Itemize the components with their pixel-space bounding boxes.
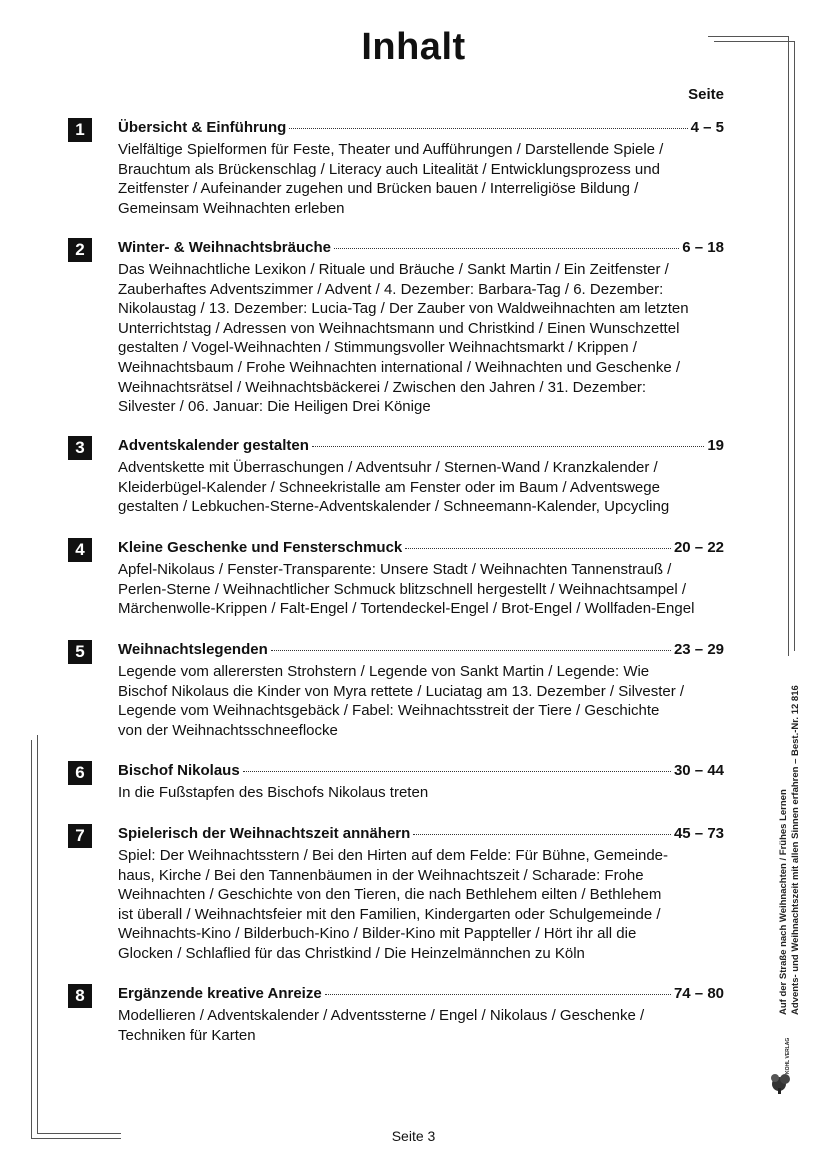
- toc-entry-heading[interactable]: [118, 239, 724, 259]
- description-line: Weihnachts-Kino / Bilderbuch-Kino / Bilder-Kino mit Pappteller / Hört ihr all die: [118, 925, 637, 943]
- section-number-badge: 8: [68, 984, 92, 1008]
- description-line: Glocken / Schlaflied für das Christkind / Die Heinzelmännchen zu Köln: [118, 944, 585, 962]
- dot-leader: [312, 445, 704, 447]
- page-footer: Seite 3: [391, 1128, 436, 1144]
- section-description: [118, 662, 738, 740]
- description-line: Gemeinsam Weihnachten erleben: [118, 199, 345, 217]
- toc-entry-heading[interactable]: [118, 985, 724, 1005]
- description-line: gestalten / Vogel-Weihnachten / Stimmungsvoller Weihnachtsmarkt / Krippen /: [118, 339, 637, 357]
- page-range: 6 – 18: [682, 239, 724, 256]
- section-title: Weihnachtslegenden: [118, 641, 268, 658]
- description-line: von der Weihnachtsschneeflocke: [118, 721, 338, 739]
- description-line: Das Weihnachtliche Lexikon / Rituale und Bräuche / Sankt Martin / Ein Zeitfenster /: [118, 261, 669, 278]
- page-column-label: Seite: [688, 86, 724, 103]
- toc-entry-heading[interactable]: [118, 641, 724, 661]
- description-line: haus, Kirche / Bei den Tannenbäumen in der Weihnachtszeit / Scharade: Frohe: [118, 866, 644, 884]
- section-title: Spielerisch der Weihnachtszeit annähern: [118, 825, 411, 842]
- section-description: [118, 1006, 738, 1045]
- description-line: Zauberhaftes Adventszimmer / Advent / 4. Dezember: Barbara-Tag / 6. Dezember:: [118, 280, 664, 298]
- description-line: Zeitfenster / Aufeinander zugehen und Brücken bauen / Interreligiöse Bildung /: [118, 180, 639, 198]
- frame-line-left-1: [31, 740, 32, 1138]
- page-title: Inhalt: [361, 26, 466, 68]
- description-line: gestalten / Lebkuchen-Sterne-Adventskalender / Schneemann-Kalender, Upcycling: [118, 498, 670, 516]
- description-line: Vielfältige Spielformen für Feste, Theater und Aufführungen / Darstellende Spiele /: [118, 141, 664, 158]
- page-range: 74 – 80: [673, 985, 724, 1002]
- page-range: 45 – 73: [673, 825, 724, 842]
- description-line: Nikolaustag / 13. Dezember: Lucia-Tag / Der Zauber von Waldweihnachten am letzten: [118, 300, 689, 318]
- description-line: Modellieren / Adventskalender / Adventssterne / Engel / Nikolaus / Geschenke /: [118, 1007, 645, 1024]
- page-range: 4 – 5: [690, 119, 724, 136]
- toc-entry-heading[interactable]: [118, 762, 724, 782]
- description-line: Brauchtum als Brückenschlag / Literacy auch Litealität / Entwicklungsprozess und: [118, 160, 660, 178]
- toc-entry-heading[interactable]: [118, 437, 724, 457]
- toc-entry-heading[interactable]: [118, 825, 724, 845]
- description-line: Silvester / 06. Januar: Die Heiligen Drei Könige: [118, 398, 431, 416]
- frame-line-left-2: [37, 735, 38, 1133]
- dot-leader: [271, 649, 671, 651]
- dot-leader: [325, 993, 671, 995]
- section-description: [118, 458, 738, 517]
- section-number-badge: 6: [68, 761, 92, 785]
- description-line: Weihnachtsbaum / Frohe Weihnachten international / Weihnachten und Geschenke /: [118, 358, 681, 376]
- description-line: Bischof Nikolaus die Kinder von Myra rettete / Luciatag am 13. Dezember / Silvester /: [118, 682, 685, 700]
- section-number-badge: 5: [68, 640, 92, 664]
- sidebar-line-1: Auf der Straße nach Weihnachten / Frühes Lernen: [778, 789, 789, 1015]
- frame-line-right-2: [794, 41, 795, 651]
- section-title: Winter- & Weihnachtsbräuche: [118, 239, 331, 256]
- dot-leader: [413, 833, 671, 835]
- description-line: In die Fußstapfen des Bischofs Nikolaus treten: [118, 784, 429, 801]
- description-line: Unterrichtstag / Adressen von Weihnachtsmann und Christkind / Einen Wunschzettel: [118, 319, 680, 337]
- section-number-badge: 4: [68, 538, 92, 562]
- description-line: Kleiderbügel-Kalender / Schneekristalle am Fenster oder im Baum / Adventswege: [118, 478, 660, 496]
- page-range: 20 – 22: [673, 539, 724, 556]
- description-line: Weihnachten / Geschichte von den Tieren, die nach Bethlehem eilten / Bethlehem: [118, 886, 662, 904]
- dot-leader: [289, 127, 687, 129]
- section-number-badge: 3: [68, 436, 92, 460]
- section-number-badge: 7: [68, 824, 92, 848]
- description-line: Legende vom allerersten Strohstern / Legende von Sankt Martin / Legende: Wie: [118, 663, 650, 680]
- sidebar-book-info: [778, 655, 802, 1015]
- frame-line-right-1: [788, 36, 789, 656]
- toc-entry-heading[interactable]: [118, 119, 724, 139]
- description-line: Perlen-Sterne / Weihnachtlicher Schmuck blitzschnell hergestellt / Weihnachtsampel /: [118, 580, 687, 598]
- description-line: Spiel: Der Weihnachtsstern / Bei den Hirten auf dem Felde: Für Bühne, Gemeinde-: [118, 847, 668, 864]
- section-description: [118, 783, 738, 803]
- section-title: Adventskalender gestalten: [118, 437, 309, 454]
- description-line: Adventskette mit Überraschungen / Adventsuhr / Sternen-Wand / Kranzkalender /: [118, 459, 658, 476]
- description-line: ist überall / Weihnachtsfeier mit den Familien, Kindergarten oder Schulgemeinde /: [118, 905, 661, 923]
- description-line: Märchenwolle-Krippen / Falt-Engel / Tortendeckel-Engel / Brot-Engel / Wollfaden-Engel: [118, 600, 695, 618]
- section-title: Kleine Geschenke und Fensterschmuck: [118, 539, 403, 556]
- publisher-logo-icon: [766, 1030, 798, 1094]
- page-range: 19: [707, 437, 724, 454]
- section-description: [118, 560, 738, 619]
- description-line: Weihnachtsrätsel / Weihnachtsbäckerei / Zwischen den Jahren / 31. Dezember:: [118, 378, 647, 396]
- page-range: 23 – 29: [673, 641, 724, 658]
- toc-entry-heading[interactable]: [118, 539, 724, 559]
- section-description: [118, 260, 738, 417]
- section-title: Ergänzende kreative Anreize: [118, 985, 322, 1002]
- dot-leader: [334, 247, 679, 249]
- page-range: 30 – 44: [673, 762, 724, 779]
- description-line: Legende vom Weihnachtsgebäck / Fabel: Weihnachtsstreit der Tiere / Geschichte: [118, 702, 660, 720]
- dot-leader: [405, 547, 671, 549]
- section-title: Übersicht & Einführung: [118, 119, 287, 136]
- description-line: Apfel-Nikolaus / Fenster-Transparente: Unsere Stadt / Weihnachten Tannenstrauß /: [118, 561, 672, 578]
- publisher-logo-text: KOHL VERLAG: [785, 1037, 791, 1074]
- section-title: Bischof Nikolaus: [118, 762, 240, 779]
- dot-leader: [243, 770, 671, 772]
- description-line: Techniken für Karten: [118, 1026, 256, 1044]
- section-number-badge: 2: [68, 238, 92, 262]
- section-description: [118, 140, 738, 218]
- sidebar-line-2: Advents- und Weihnachtszeit mit allen Sinnen erfahren – Best.-Nr. 12 816: [790, 685, 801, 1015]
- section-number-badge: 1: [68, 118, 92, 142]
- section-description: [118, 846, 738, 964]
